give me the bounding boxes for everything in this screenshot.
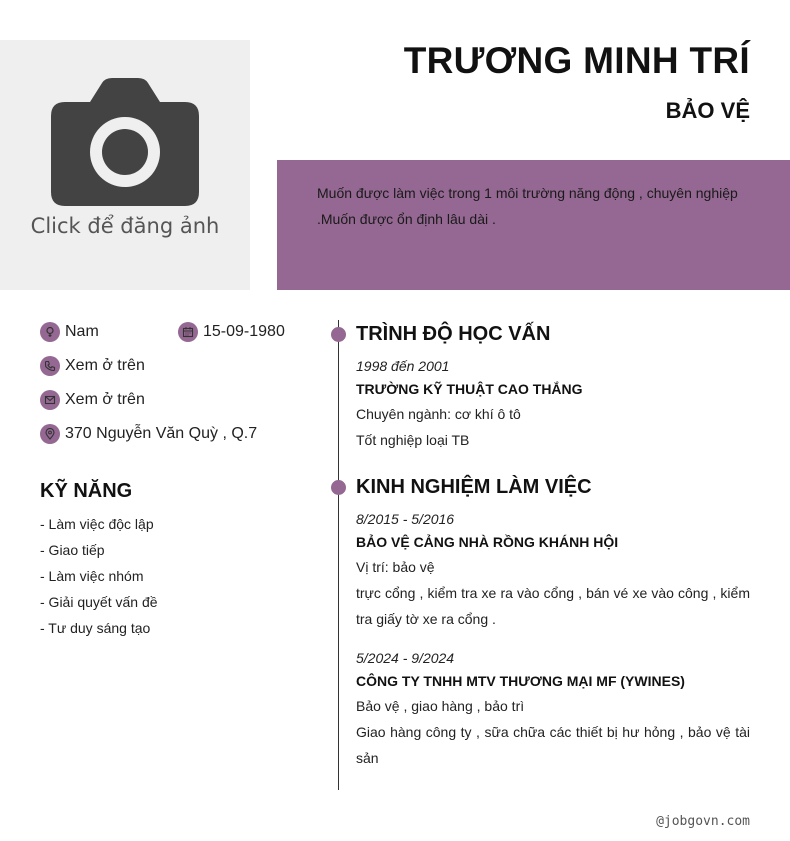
school-name: TRƯỜNG KỸ THUẬT CAO THẮNG (356, 381, 583, 397)
skill-item: - Giao tiếp (40, 542, 105, 558)
job-title: BẢO VỆ (665, 98, 750, 123)
phone-row (40, 356, 145, 376)
gender-icon (40, 322, 60, 342)
address-value: 370 Nguyễn Văn Quỳ , Q.7 (65, 425, 258, 442)
email-icon (40, 390, 60, 410)
birthdate-row (178, 322, 285, 342)
job-company: BẢO VỆ CẢNG NHÀ RỒNG KHÁNH HỘI (356, 534, 619, 550)
job-description: Giao hàng công ty , sữa chữa các thiết bị hư hỏng , bảo vệ tài sản (356, 724, 750, 766)
address-row (40, 424, 257, 444)
photo-upload-label: Click để đăng ảnh (30, 214, 220, 238)
education-dot (331, 327, 346, 342)
job-period: 5/2024 - 9/2024 (356, 650, 455, 666)
birthdate-value: 15-09-1980 (203, 323, 285, 340)
photo-upload[interactable] (0, 40, 250, 290)
timeline-line (338, 320, 339, 790)
education-period: 1998 đến 2001 (356, 358, 450, 374)
skill-item: - Tư duy sáng tạo (40, 620, 151, 636)
gender-value: Nam (65, 323, 99, 340)
email-value: Xem ở trên (65, 391, 145, 408)
education-major: Chuyên ngành: cơ khí ô tô (356, 406, 521, 422)
career-objective: Muốn được làm việc trong 1 môi trường năng động , chuyên nghiệp .Muốn được ổn định lâu dài . (317, 185, 738, 227)
email-row (40, 390, 145, 410)
skills-heading: KỸ NĂNG (40, 480, 133, 502)
site-watermark: @jobgovn.com (656, 814, 750, 829)
phone-icon (40, 356, 60, 376)
experience-heading: KINH NGHIỆM LÀM VIỆC (356, 476, 592, 498)
skill-item: - Làm việc độc lập (40, 516, 154, 532)
job-position: Bảo vệ , giao hàng , bảo trì (356, 698, 525, 714)
education-grade: Tốt nghiệp loại TB (356, 432, 470, 448)
calendar-icon (178, 322, 198, 342)
location-pin-icon (40, 424, 60, 444)
camera-icon (50, 76, 200, 208)
job-description: trực cổng , kiểm tra xe ra vào cổng , bán vé xe vào công , kiểm tra giấy tờ xe ra cổng . (356, 585, 750, 627)
job-position: Vị trí: bảo vệ (356, 559, 435, 575)
education-heading: TRÌNH ĐỘ HỌC VẤN (356, 323, 551, 345)
candidate-name: TRƯƠNG MINH TRÍ (403, 40, 750, 81)
skill-item: - Làm việc nhóm (40, 568, 144, 584)
skill-item: - Giải quyết vấn đề (40, 594, 158, 610)
gender-row (40, 322, 99, 342)
experience-dot (331, 480, 346, 495)
job-period: 8/2015 - 5/2016 (356, 511, 455, 527)
job-company: CÔNG TY TNHH MTV THƯƠNG MẠI MF (YWINES) (356, 673, 685, 689)
objective-box (277, 160, 790, 290)
phone-value: Xem ở trên (65, 357, 145, 374)
